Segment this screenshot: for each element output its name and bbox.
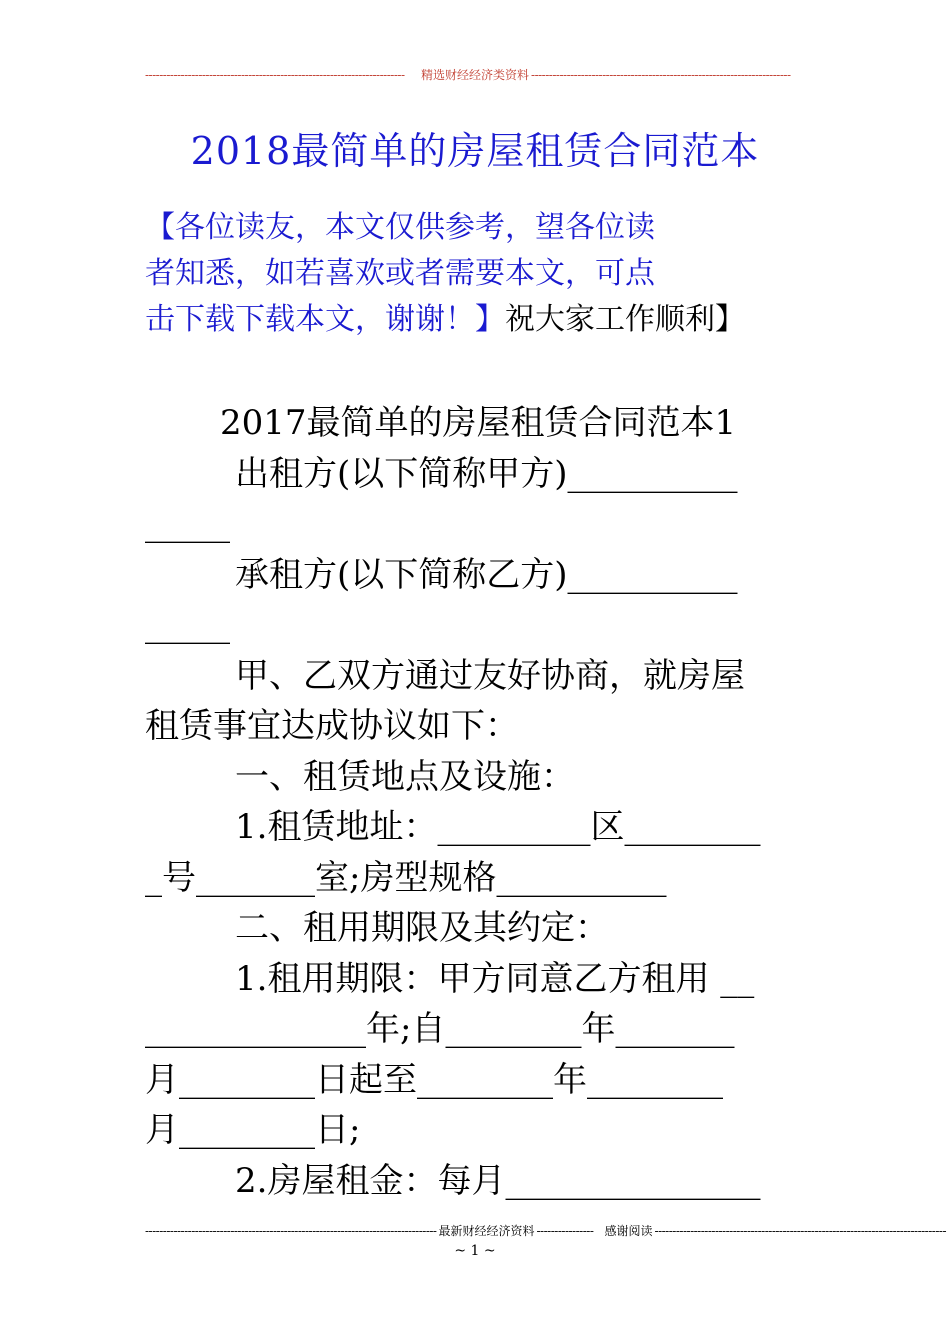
item-2-line-2: _____________年;自________年_______	[145, 1009, 735, 1049]
notice-line-3-blue: 击下载下载本文，谢谢！】	[145, 302, 505, 337]
section-2-heading: 二、租用期限及其约定：	[235, 908, 609, 948]
lessor-line: 出租方(以下简称甲方)__________	[235, 453, 738, 494]
intro-line-2: 租赁事宜达成协议如下：	[145, 706, 519, 746]
lessee-line: 承租方(以下简称乙方)__________	[235, 554, 738, 595]
footer-dashes-right: ----------------------------------------------------------------------------------	[654, 1223, 946, 1238]
lessor-line-continued: _____	[145, 504, 230, 544]
reader-notice	[145, 205, 785, 343]
intro-line-1: 甲、乙双方通过友好协商，就房屋	[235, 655, 745, 696]
item-2-line-1: 1.租用期限：甲方同意乙方租用 __	[235, 958, 755, 999]
page-header	[145, 66, 805, 83]
notice-line-1: 【各位读友，本文仅供参考，望各位读	[145, 210, 655, 245]
notice-line-3-black: 祝大家工作顺利】	[505, 302, 745, 337]
contract-body	[145, 398, 807, 1206]
page-footer	[145, 1222, 946, 1239]
item-1-line-2: _号_______室;房型规格__________	[145, 857, 667, 898]
page-number: ~ 1 ~	[454, 1243, 496, 1259]
footer-label-2: 感谢阅读	[604, 1224, 653, 1238]
item-2-line-4: 月________日;	[145, 1110, 361, 1150]
item-2-line-3: 月________日起至________年________	[145, 1059, 723, 1100]
item-1-line-1: 1.租赁地址：_________区________	[235, 807, 761, 847]
section-1-heading: 一、租赁地点及设施：	[235, 756, 575, 797]
item-3-line-1: 2.房屋租金：每月_______________	[235, 1160, 761, 1201]
header-dashes-left: -------------------------------------------------------------------------	[145, 67, 405, 82]
notice-line-2: 者知悉，如若喜欢或者需要本文，可点	[145, 256, 655, 291]
contract-heading: 2017最简单的房屋租赁合同范本1	[220, 403, 737, 443]
header-label: 精选财经经济类资料	[421, 68, 530, 82]
footer-dashes-mid: ----------------	[536, 1223, 594, 1238]
footer-label-1: 最新财经经济资料	[438, 1224, 535, 1238]
document-title: 2018最简单的房屋租赁合同范本	[190, 129, 760, 173]
header-dashes-right: -------------------------------------------------------------------------	[531, 67, 791, 82]
lessee-line-continued: _____	[145, 605, 230, 645]
footer-dashes-left: ----------------------------------------------------------------------------------	[145, 1223, 437, 1238]
notice-line-3	[145, 297, 785, 343]
